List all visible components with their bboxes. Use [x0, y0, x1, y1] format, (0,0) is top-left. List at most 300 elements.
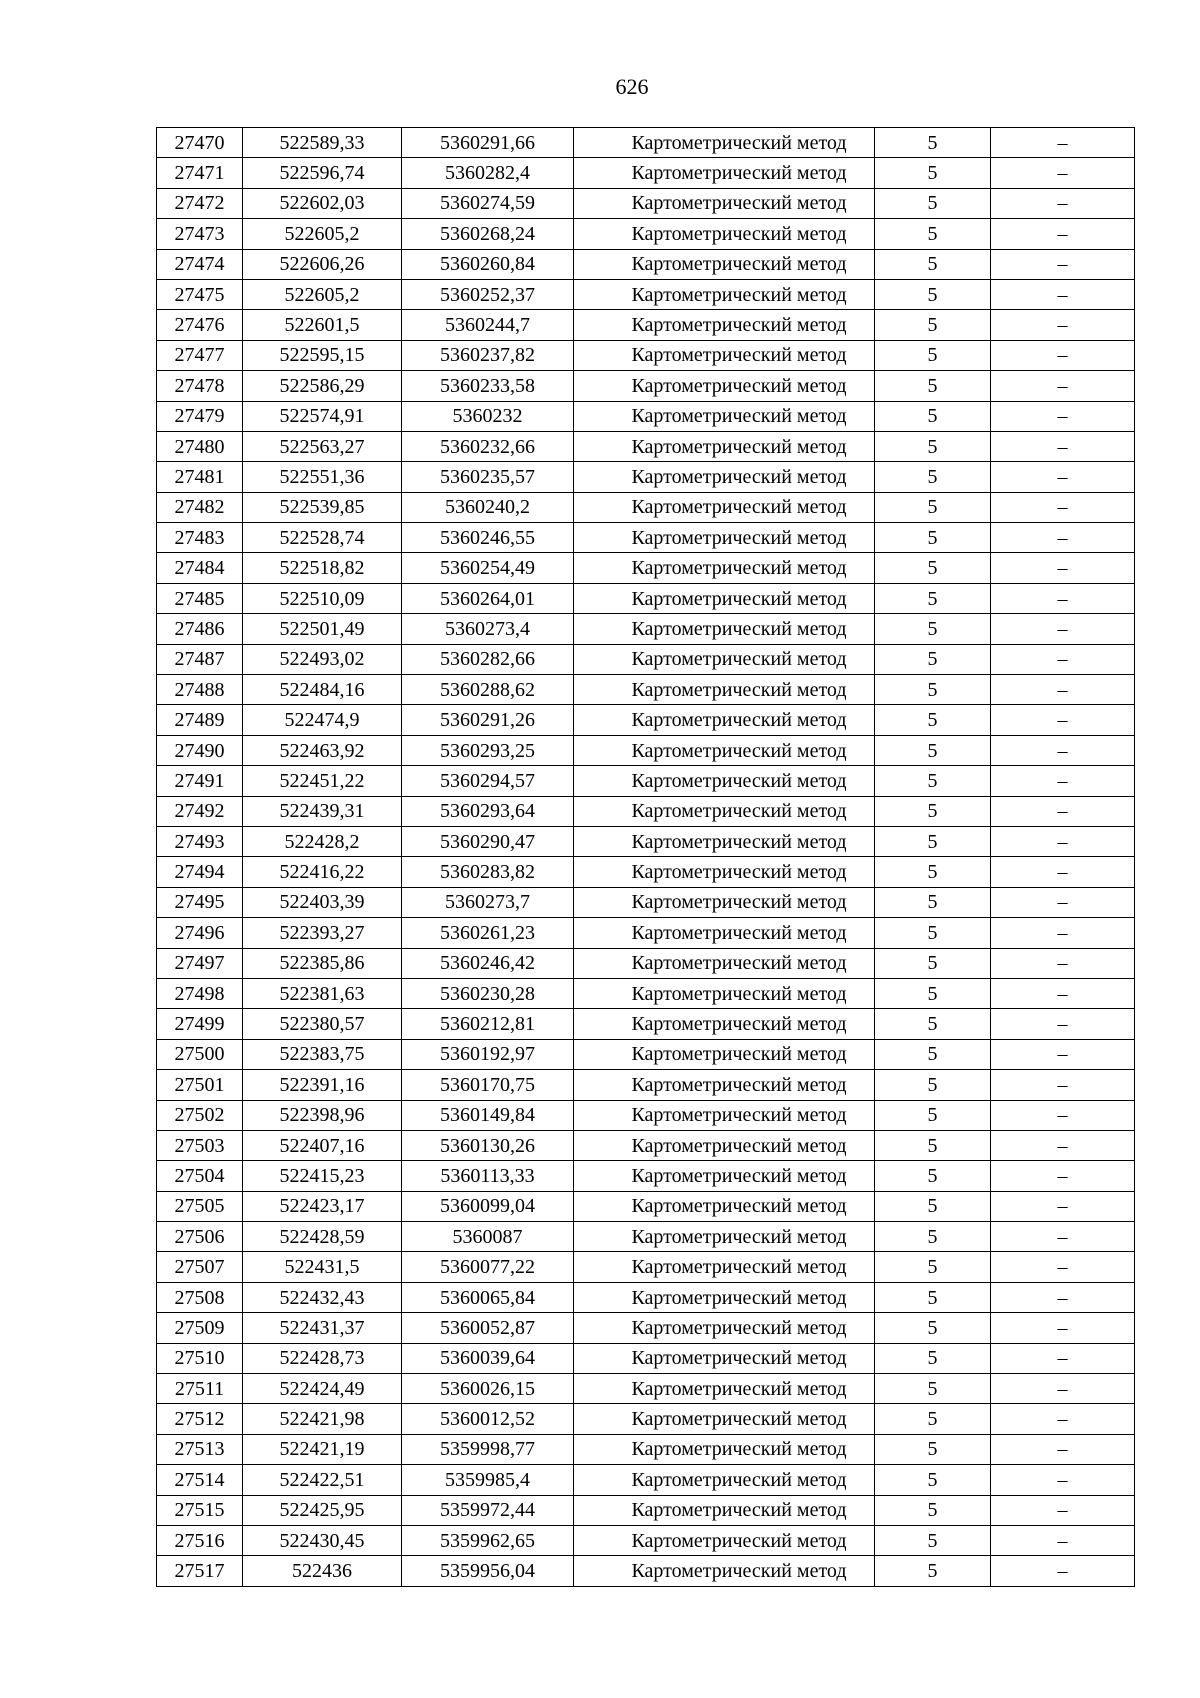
description-cell: – [991, 1100, 1135, 1130]
accuracy-cell: 5 [875, 1282, 991, 1312]
accuracy-cell: 5 [875, 158, 991, 188]
x-coordinate-cell: 522428,73 [243, 1343, 402, 1373]
y-coordinate-cell: 5360268,24 [402, 219, 574, 249]
x-coordinate-cell: 522518,82 [243, 553, 402, 583]
method-cell: Картометрический метод [574, 1343, 875, 1373]
point-number-cell: 27477 [157, 340, 243, 370]
table-row [157, 918, 1135, 948]
method-cell: Картометрический метод [574, 462, 875, 492]
point-number-cell: 27475 [157, 279, 243, 309]
accuracy-cell: 5 [875, 978, 991, 1008]
x-coordinate-cell: 522381,63 [243, 978, 402, 1008]
point-number-cell: 27514 [157, 1465, 243, 1495]
point-number-cell: 27494 [157, 857, 243, 887]
accuracy-cell: 5 [875, 735, 991, 765]
table-row [157, 401, 1135, 431]
accuracy-cell: 5 [875, 614, 991, 644]
coordinates-table-body [157, 128, 1135, 1587]
description-cell: – [991, 1374, 1135, 1404]
description-cell: – [991, 978, 1135, 1008]
x-coordinate-cell: 522595,15 [243, 340, 402, 370]
table-row [157, 978, 1135, 1008]
accuracy-cell: 5 [875, 1130, 991, 1160]
x-coordinate-cell: 522415,23 [243, 1161, 402, 1191]
accuracy-cell: 5 [875, 128, 991, 158]
y-coordinate-cell: 5360293,64 [402, 796, 574, 826]
point-number-cell: 27492 [157, 796, 243, 826]
method-cell: Картометрический метод [574, 401, 875, 431]
y-coordinate-cell: 5360290,47 [402, 826, 574, 856]
table-row [157, 1070, 1135, 1100]
y-coordinate-cell: 5360273,7 [402, 887, 574, 917]
accuracy-cell: 5 [875, 1252, 991, 1282]
accuracy-cell: 5 [875, 918, 991, 948]
y-coordinate-cell: 5360235,57 [402, 462, 574, 492]
y-coordinate-cell: 5360260,84 [402, 249, 574, 279]
point-number-cell: 27496 [157, 918, 243, 948]
description-cell: – [991, 371, 1135, 401]
accuracy-cell: 5 [875, 219, 991, 249]
point-number-cell: 27517 [157, 1556, 243, 1586]
table-row [157, 1374, 1135, 1404]
x-coordinate-cell: 522606,26 [243, 249, 402, 279]
point-number-cell: 27486 [157, 614, 243, 644]
table-row [157, 553, 1135, 583]
description-cell: – [991, 1191, 1135, 1221]
x-coordinate-cell: 522430,45 [243, 1525, 402, 1555]
y-coordinate-cell: 5360232,66 [402, 431, 574, 461]
x-coordinate-cell: 522416,22 [243, 857, 402, 887]
description-cell: – [991, 279, 1135, 309]
method-cell: Картометрический метод [574, 553, 875, 583]
table-row [157, 1222, 1135, 1252]
method-cell: Картометрический метод [574, 279, 875, 309]
y-coordinate-cell: 5360149,84 [402, 1100, 574, 1130]
x-coordinate-cell: 522528,74 [243, 523, 402, 553]
accuracy-cell: 5 [875, 401, 991, 431]
x-coordinate-cell: 522602,03 [243, 188, 402, 218]
table-row [157, 492, 1135, 522]
point-number-cell: 27482 [157, 492, 243, 522]
point-number-cell: 27470 [157, 128, 243, 158]
point-number-cell: 27511 [157, 1374, 243, 1404]
y-coordinate-cell: 5360212,81 [402, 1009, 574, 1039]
table-row [157, 128, 1135, 158]
table-row [157, 219, 1135, 249]
y-coordinate-cell: 5360244,7 [402, 310, 574, 340]
page-number: 626 [615, 74, 649, 99]
table-row [157, 1039, 1135, 1069]
description-cell: – [991, 1465, 1135, 1495]
accuracy-cell: 5 [875, 279, 991, 309]
y-coordinate-cell: 5360237,82 [402, 340, 574, 370]
table-row [157, 1343, 1135, 1373]
point-number-cell: 27501 [157, 1070, 243, 1100]
table-row [157, 1525, 1135, 1555]
table-row [157, 371, 1135, 401]
method-cell: Картометрический метод [574, 371, 875, 401]
method-cell: Картометрический метод [574, 249, 875, 279]
table-row [157, 523, 1135, 553]
method-cell: Картометрический метод [574, 1313, 875, 1343]
accuracy-cell: 5 [875, 340, 991, 370]
accuracy-cell: 5 [875, 857, 991, 887]
description-cell: – [991, 492, 1135, 522]
y-coordinate-cell: 5360099,04 [402, 1191, 574, 1221]
accuracy-cell: 5 [875, 675, 991, 705]
point-number-cell: 27495 [157, 887, 243, 917]
point-number-cell: 27481 [157, 462, 243, 492]
point-number-cell: 27479 [157, 401, 243, 431]
accuracy-cell: 5 [875, 1495, 991, 1525]
point-number-cell: 27476 [157, 310, 243, 340]
table-row [157, 249, 1135, 279]
accuracy-cell: 5 [875, 553, 991, 583]
description-cell: – [991, 1282, 1135, 1312]
table-row [157, 310, 1135, 340]
description-cell: – [991, 796, 1135, 826]
y-coordinate-cell: 5360282,4 [402, 158, 574, 188]
table-row [157, 675, 1135, 705]
x-coordinate-cell: 522398,96 [243, 1100, 402, 1130]
method-cell: Картометрический метод [574, 188, 875, 218]
y-coordinate-cell: 5360283,82 [402, 857, 574, 887]
point-number-cell: 27472 [157, 188, 243, 218]
method-cell: Картометрический метод [574, 1100, 875, 1130]
y-coordinate-cell: 5360052,87 [402, 1313, 574, 1343]
y-coordinate-cell: 5360282,66 [402, 644, 574, 674]
y-coordinate-cell: 5360293,25 [402, 735, 574, 765]
method-cell: Картометрический метод [574, 735, 875, 765]
method-cell: Картометрический метод [574, 1374, 875, 1404]
point-number-cell: 27493 [157, 826, 243, 856]
x-coordinate-cell: 522421,19 [243, 1434, 402, 1464]
point-number-cell: 27516 [157, 1525, 243, 1555]
x-coordinate-cell: 522425,95 [243, 1495, 402, 1525]
y-coordinate-cell: 5360274,59 [402, 188, 574, 218]
accuracy-cell: 5 [875, 826, 991, 856]
x-coordinate-cell: 522385,86 [243, 948, 402, 978]
x-coordinate-cell: 522391,16 [243, 1070, 402, 1100]
x-coordinate-cell: 522428,2 [243, 826, 402, 856]
point-number-cell: 27503 [157, 1130, 243, 1160]
x-coordinate-cell: 522451,22 [243, 766, 402, 796]
method-cell: Картометрический метод [574, 1070, 875, 1100]
accuracy-cell: 5 [875, 1343, 991, 1373]
table-row [157, 1100, 1135, 1130]
method-cell: Картометрический метод [574, 1434, 875, 1464]
table-row [157, 766, 1135, 796]
description-cell: – [991, 431, 1135, 461]
table-row [157, 158, 1135, 188]
accuracy-cell: 5 [875, 948, 991, 978]
accuracy-cell: 5 [875, 249, 991, 279]
y-coordinate-cell: 5359972,44 [402, 1495, 574, 1525]
method-cell: Картометрический метод [574, 1282, 875, 1312]
table-row [157, 1404, 1135, 1434]
description-cell: – [991, 523, 1135, 553]
point-number-cell: 27509 [157, 1313, 243, 1343]
point-number-cell: 27505 [157, 1191, 243, 1221]
point-number-cell: 27504 [157, 1161, 243, 1191]
x-coordinate-cell: 522563,27 [243, 431, 402, 461]
y-coordinate-cell: 5359998,77 [402, 1434, 574, 1464]
y-coordinate-cell: 5360240,2 [402, 492, 574, 522]
point-number-cell: 27500 [157, 1039, 243, 1069]
description-cell: – [991, 340, 1135, 370]
x-coordinate-cell: 522432,43 [243, 1282, 402, 1312]
description-cell: – [991, 1130, 1135, 1160]
y-coordinate-cell: 5360077,22 [402, 1252, 574, 1282]
point-number-cell: 27498 [157, 978, 243, 1008]
description-cell: – [991, 1525, 1135, 1555]
y-coordinate-cell: 5360291,26 [402, 705, 574, 735]
description-cell: – [991, 766, 1135, 796]
coordinates-table [156, 127, 1135, 1587]
point-number-cell: 27499 [157, 1009, 243, 1039]
x-coordinate-cell: 522403,39 [243, 887, 402, 917]
x-coordinate-cell: 522501,49 [243, 614, 402, 644]
table-row [157, 644, 1135, 674]
method-cell: Картометрический метод [574, 978, 875, 1008]
method-cell: Картометрический метод [574, 1161, 875, 1191]
y-coordinate-cell: 5360291,66 [402, 128, 574, 158]
description-cell: – [991, 675, 1135, 705]
description-cell: – [991, 1161, 1135, 1191]
description-cell: – [991, 188, 1135, 218]
table-row [157, 1465, 1135, 1495]
x-coordinate-cell: 522539,85 [243, 492, 402, 522]
method-cell: Картометрический метод [574, 431, 875, 461]
table-row [157, 1282, 1135, 1312]
y-coordinate-cell: 5360087 [402, 1222, 574, 1252]
point-number-cell: 27508 [157, 1282, 243, 1312]
table-row [157, 340, 1135, 370]
description-cell: – [991, 644, 1135, 674]
method-cell: Картометрический метод [574, 492, 875, 522]
y-coordinate-cell: 5360065,84 [402, 1282, 574, 1312]
accuracy-cell: 5 [875, 796, 991, 826]
accuracy-cell: 5 [875, 1161, 991, 1191]
accuracy-cell: 5 [875, 1039, 991, 1069]
point-number-cell: 27515 [157, 1495, 243, 1525]
accuracy-cell: 5 [875, 1009, 991, 1039]
y-coordinate-cell: 5360130,26 [402, 1130, 574, 1160]
method-cell: Картометрический метод [574, 1009, 875, 1039]
x-coordinate-cell: 522431,37 [243, 1313, 402, 1343]
table-row [157, 462, 1135, 492]
table-row [157, 948, 1135, 978]
x-coordinate-cell: 522424,49 [243, 1374, 402, 1404]
description-cell: – [991, 1039, 1135, 1069]
accuracy-cell: 5 [875, 583, 991, 613]
point-number-cell: 27474 [157, 249, 243, 279]
description-cell: – [991, 553, 1135, 583]
method-cell: Картометрический метод [574, 948, 875, 978]
method-cell: Картометрический метод [574, 219, 875, 249]
description-cell: – [991, 614, 1135, 644]
y-coordinate-cell: 5360261,23 [402, 918, 574, 948]
description-cell: – [991, 128, 1135, 158]
description-cell: – [991, 401, 1135, 431]
x-coordinate-cell: 522510,09 [243, 583, 402, 613]
method-cell: Картометрический метод [574, 1222, 875, 1252]
method-cell: Картометрический метод [574, 918, 875, 948]
point-number-cell: 27513 [157, 1434, 243, 1464]
accuracy-cell: 5 [875, 766, 991, 796]
y-coordinate-cell: 5359962,65 [402, 1525, 574, 1555]
y-coordinate-cell: 5360288,62 [402, 675, 574, 705]
table-row [157, 431, 1135, 461]
description-cell: – [991, 158, 1135, 188]
x-coordinate-cell: 522421,98 [243, 1404, 402, 1434]
method-cell: Картометрический метод [574, 1495, 875, 1525]
description-cell: – [991, 1222, 1135, 1252]
method-cell: Картометрический метод [574, 1465, 875, 1495]
x-coordinate-cell: 522422,51 [243, 1465, 402, 1495]
table-row [157, 1556, 1135, 1586]
accuracy-cell: 5 [875, 1434, 991, 1464]
method-cell: Картометрический метод [574, 1404, 875, 1434]
accuracy-cell: 5 [875, 1556, 991, 1586]
x-coordinate-cell: 522589,33 [243, 128, 402, 158]
point-number-cell: 27491 [157, 766, 243, 796]
y-coordinate-cell: 5360230,28 [402, 978, 574, 1008]
table-row [157, 1313, 1135, 1343]
method-cell: Картометрический метод [574, 310, 875, 340]
description-cell: – [991, 583, 1135, 613]
method-cell: Картометрический метод [574, 796, 875, 826]
accuracy-cell: 5 [875, 1070, 991, 1100]
x-coordinate-cell: 522596,74 [243, 158, 402, 188]
x-coordinate-cell: 522383,75 [243, 1039, 402, 1069]
y-coordinate-cell: 5360232 [402, 401, 574, 431]
y-coordinate-cell: 5360273,4 [402, 614, 574, 644]
method-cell: Картометрический метод [574, 705, 875, 735]
accuracy-cell: 5 [875, 188, 991, 218]
point-number-cell: 27506 [157, 1222, 243, 1252]
description-cell: – [991, 1009, 1135, 1039]
accuracy-cell: 5 [875, 492, 991, 522]
x-coordinate-cell: 522605,2 [243, 219, 402, 249]
table-row [157, 1009, 1135, 1039]
method-cell: Картометрический метод [574, 826, 875, 856]
accuracy-cell: 5 [875, 705, 991, 735]
method-cell: Картометрический метод [574, 614, 875, 644]
description-cell: – [991, 310, 1135, 340]
x-coordinate-cell: 522380,57 [243, 1009, 402, 1039]
table-row [157, 1495, 1135, 1525]
accuracy-cell: 5 [875, 1100, 991, 1130]
table-row [157, 614, 1135, 644]
point-number-cell: 27485 [157, 583, 243, 613]
point-number-cell: 27473 [157, 219, 243, 249]
y-coordinate-cell: 5360192,97 [402, 1039, 574, 1069]
x-coordinate-cell: 522436 [243, 1556, 402, 1586]
table-row [157, 1161, 1135, 1191]
method-cell: Картометрический метод [574, 887, 875, 917]
y-coordinate-cell: 5360252,37 [402, 279, 574, 309]
description-cell: – [991, 1556, 1135, 1586]
description-cell: – [991, 249, 1135, 279]
method-cell: Картометрический метод [574, 1191, 875, 1221]
method-cell: Картометрический метод [574, 523, 875, 553]
y-coordinate-cell: 5360113,33 [402, 1161, 574, 1191]
accuracy-cell: 5 [875, 371, 991, 401]
x-coordinate-cell: 522474,9 [243, 705, 402, 735]
x-coordinate-cell: 522393,27 [243, 918, 402, 948]
x-coordinate-cell: 522605,2 [243, 279, 402, 309]
method-cell: Картометрический метод [574, 644, 875, 674]
accuracy-cell: 5 [875, 644, 991, 674]
table-row [157, 1130, 1135, 1160]
method-cell: Картометрический метод [574, 675, 875, 705]
x-coordinate-cell: 522463,92 [243, 735, 402, 765]
table-row [157, 705, 1135, 735]
method-cell: Картометрический метод [574, 1556, 875, 1586]
y-coordinate-cell: 5360012,52 [402, 1404, 574, 1434]
description-cell: – [991, 1313, 1135, 1343]
point-number-cell: 27487 [157, 644, 243, 674]
point-number-cell: 27480 [157, 431, 243, 461]
y-coordinate-cell: 5360254,49 [402, 553, 574, 583]
point-number-cell: 27497 [157, 948, 243, 978]
description-cell: – [991, 1404, 1135, 1434]
x-coordinate-cell: 522439,31 [243, 796, 402, 826]
point-number-cell: 27484 [157, 553, 243, 583]
y-coordinate-cell: 5360026,15 [402, 1374, 574, 1404]
accuracy-cell: 5 [875, 1313, 991, 1343]
method-cell: Картометрический метод [574, 766, 875, 796]
point-number-cell: 27478 [157, 371, 243, 401]
accuracy-cell: 5 [875, 1525, 991, 1555]
point-number-cell: 27502 [157, 1100, 243, 1130]
point-number-cell: 27471 [157, 158, 243, 188]
y-coordinate-cell: 5360294,57 [402, 766, 574, 796]
x-coordinate-cell: 522574,91 [243, 401, 402, 431]
method-cell: Картометрический метод [574, 857, 875, 887]
table-row [157, 1434, 1135, 1464]
method-cell: Картометрический метод [574, 1525, 875, 1555]
x-coordinate-cell: 522551,36 [243, 462, 402, 492]
accuracy-cell: 5 [875, 310, 991, 340]
description-cell: – [991, 857, 1135, 887]
x-coordinate-cell: 522431,5 [243, 1252, 402, 1282]
table-row [157, 1252, 1135, 1282]
x-coordinate-cell: 522484,16 [243, 675, 402, 705]
accuracy-cell: 5 [875, 1191, 991, 1221]
y-coordinate-cell: 5360246,42 [402, 948, 574, 978]
table-row [157, 1191, 1135, 1221]
y-coordinate-cell: 5360264,01 [402, 583, 574, 613]
accuracy-cell: 5 [875, 523, 991, 553]
accuracy-cell: 5 [875, 1465, 991, 1495]
description-cell: – [991, 1343, 1135, 1373]
method-cell: Картометрический метод [574, 340, 875, 370]
y-coordinate-cell: 5360233,58 [402, 371, 574, 401]
table-row [157, 826, 1135, 856]
y-coordinate-cell: 5360039,64 [402, 1343, 574, 1373]
method-cell: Картометрический метод [574, 158, 875, 188]
accuracy-cell: 5 [875, 1222, 991, 1252]
x-coordinate-cell: 522407,16 [243, 1130, 402, 1160]
table-row [157, 857, 1135, 887]
description-cell: – [991, 918, 1135, 948]
description-cell: – [991, 887, 1135, 917]
table-row [157, 887, 1135, 917]
description-cell: – [991, 948, 1135, 978]
description-cell: – [991, 826, 1135, 856]
